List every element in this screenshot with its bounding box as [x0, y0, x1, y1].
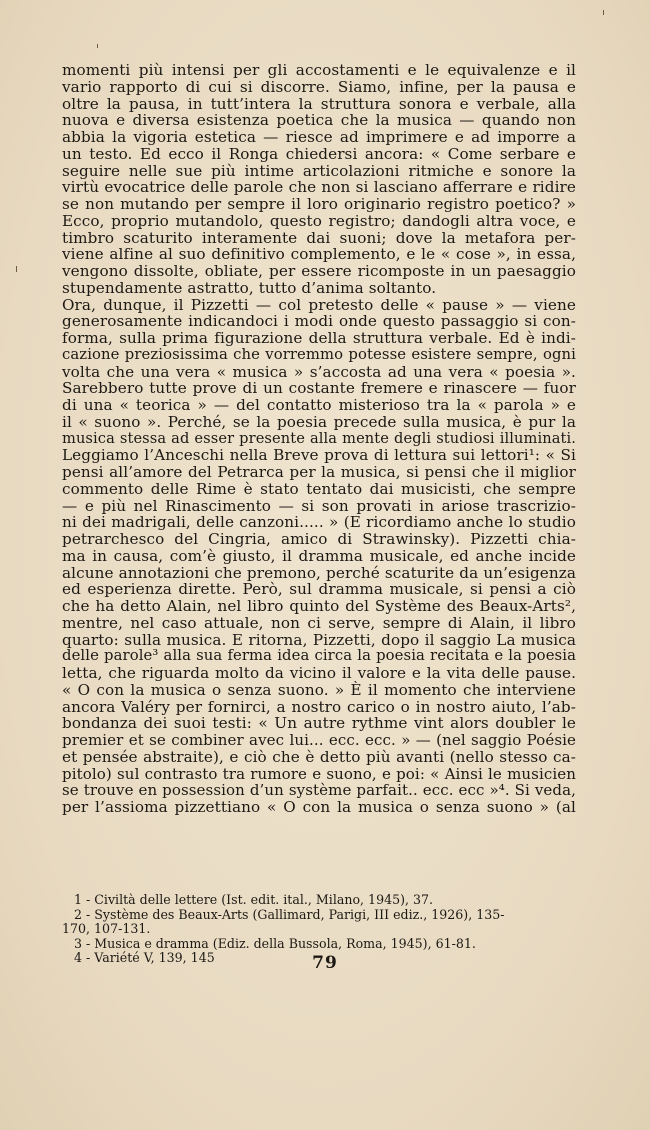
text-line: Leggiamo l’Anceschi nella Breve prova di lettura sui lettori¹: « Si [62, 446, 576, 465]
text-line: volta che una vera « musica » s’accosta ad una vera « poesia ». [62, 362, 576, 381]
text-line: letta, che riguarda molto da vicino il valore e la vita delle pause. [62, 664, 576, 682]
text-line: alcune annotazioni che premono, perché scaturite da un’esigenza [62, 563, 576, 582]
text-line: viene alfine al suo definitivo complemento, e le « cose », in essa, [62, 245, 576, 264]
text-line: nuova e diversa esistenza poetica che la musica — quando non [62, 111, 576, 130]
text-line: virtù evocatrice delle parole che non si lasciano afferrare e ridire [62, 178, 576, 197]
text-line: — e più nel Rinascimento — si son provati in ariose trascrizio- [62, 496, 576, 515]
text-line: se trouve en possession d’un système parfait.. ecc. ecc »⁴. Si veda, [62, 781, 576, 800]
text-line: petrarchesco del Cingria, amico di Strawinsky). Pizzetti chia- [62, 530, 576, 548]
text-line: ancora Valéry per fornirci, a nostro carico o in nostro aiuto, l’ab- [62, 697, 576, 716]
margin-mark [16, 266, 17, 272]
margin-mark [603, 10, 604, 15]
text-line: et pensée abstraite), e ciò che è detto più avanti (nello stesso ca- [62, 747, 576, 766]
text-line: mentre, nel caso attuale, non ci serve, sempre di Alain, il libro [62, 613, 576, 632]
text-line: ni dei madrigali, delle canzoni..... » (E ricordiamo anche lo studio [62, 513, 576, 532]
text-line: momenti più intensi per gli accostamenti e le equivalenze e il [62, 61, 576, 79]
text-line: quarto: sulla musica. E ritorna, Pizzetti, dopo il saggio La musica [62, 630, 576, 649]
text-line: seguire nelle sue più intime articolazioni ritmiche e sonore la [62, 161, 576, 180]
page-number: 79 [312, 953, 338, 973]
text-line: « O con la musica o senza suono. » È il momento che interviene [62, 680, 576, 699]
footnote: 4 - Variété V, 139, 145 [74, 950, 215, 965]
text-line: stupendamente astratto, tutto d’anima soltanto. [62, 278, 437, 297]
text-line: abbia la vigoria estetica — riesce ad imprimere e ad imporre a [62, 128, 576, 146]
text-line: vario rapporto di cui si discorre. Siamo, infine, per la pausa e [62, 77, 576, 96]
text-line: ma in causa, com’è giusto, il dramma musicale, ed anche incide [62, 546, 576, 565]
text-line: di una « teorica » — del contatto misterioso tra la « parola » e [62, 396, 576, 414]
text-line: delle parole³ alla sua ferma idea circa la poesia recitata e la poesia [62, 647, 576, 665]
text-line: un testo. Ed ecco il Ronga chiedersi ancora: « Come serbare e [62, 144, 576, 163]
text-line: Ecco, proprio mutandolo, questo registro; dandogli altra voce, e [62, 211, 576, 230]
text-line: Ora, dunque, il Pizzetti — col pretesto delle « pause » — viene [62, 295, 576, 314]
footnote: 170, 107-131. [62, 921, 151, 936]
footnote: 1 - Civiltà delle lettere (Ist. edit. ital., Milano, 1945), 37. [74, 892, 434, 907]
text-line: Sarebbero tutte prove di un costante fremere e rinascere — fuor [62, 379, 576, 398]
text-line: se non mutando per sempre il loro originario registro poetico? » [62, 195, 576, 213]
body-text [62, 62, 576, 816]
text-line: timbro scaturito interamente dai suoni; dove la metafora per- [62, 228, 576, 247]
text-line: cazione preziosissima che vorremmo potesse esistere sempre, ogni [62, 345, 576, 363]
text-line: ed esperienza dirette. Però, sul dramma musicale, si pensi a ciò [62, 580, 576, 599]
text-line: generosamente indicandoci i modi onde questo passaggio si con- [62, 312, 576, 331]
text-line: pensi all’amore del Petrarca per la musica, si pensi che il miglior [62, 463, 576, 481]
text-line: il « suono ». Perché, se la poesia precede sulla musica, è pur la [62, 412, 576, 431]
text-line: per l’assioma pizzettiano « O con la musica o senza suono » (al [62, 798, 576, 816]
text-line: oltre la pausa, in tutt’intera la struttura sonora e verbale, alla [62, 94, 576, 113]
text-line: pitolo) sul contrasto tra rumore e suono, e poi: « Ainsi le musicien [62, 764, 576, 783]
text-line: forma, sulla prima figurazione della struttura verbale. Ed è indi- [62, 329, 576, 347]
text-line: premier et se combiner avec lui... ecc. ecc. » — (nel saggio Poésie [62, 731, 576, 749]
footnote: 2 - Système des Beaux-Arts (Gallimard, Parigi, III ediz., 1926), 135- [74, 906, 505, 922]
text-line: musica stessa ad esser presente alla mente degli studiosi illuminati. [62, 429, 576, 447]
footnote: 3 - Musica e dramma (Ediz. della Bussola, Roma, 1945), 61-81. [74, 935, 476, 951]
text-line: che ha detto Alain, nel libro quinto del Système des Beaux-Arts², [62, 597, 576, 615]
text-line: vengono dissolte, obliate, per essere ricomposte in un paesaggio [62, 262, 576, 280]
margin-mark [97, 44, 98, 48]
text-line: commento delle Rime è stato tentato dai musicisti, che sempre [62, 479, 576, 498]
text-line: bondanza dei suoi testi: « Un autre rythme vint alors doubler le [62, 714, 576, 733]
